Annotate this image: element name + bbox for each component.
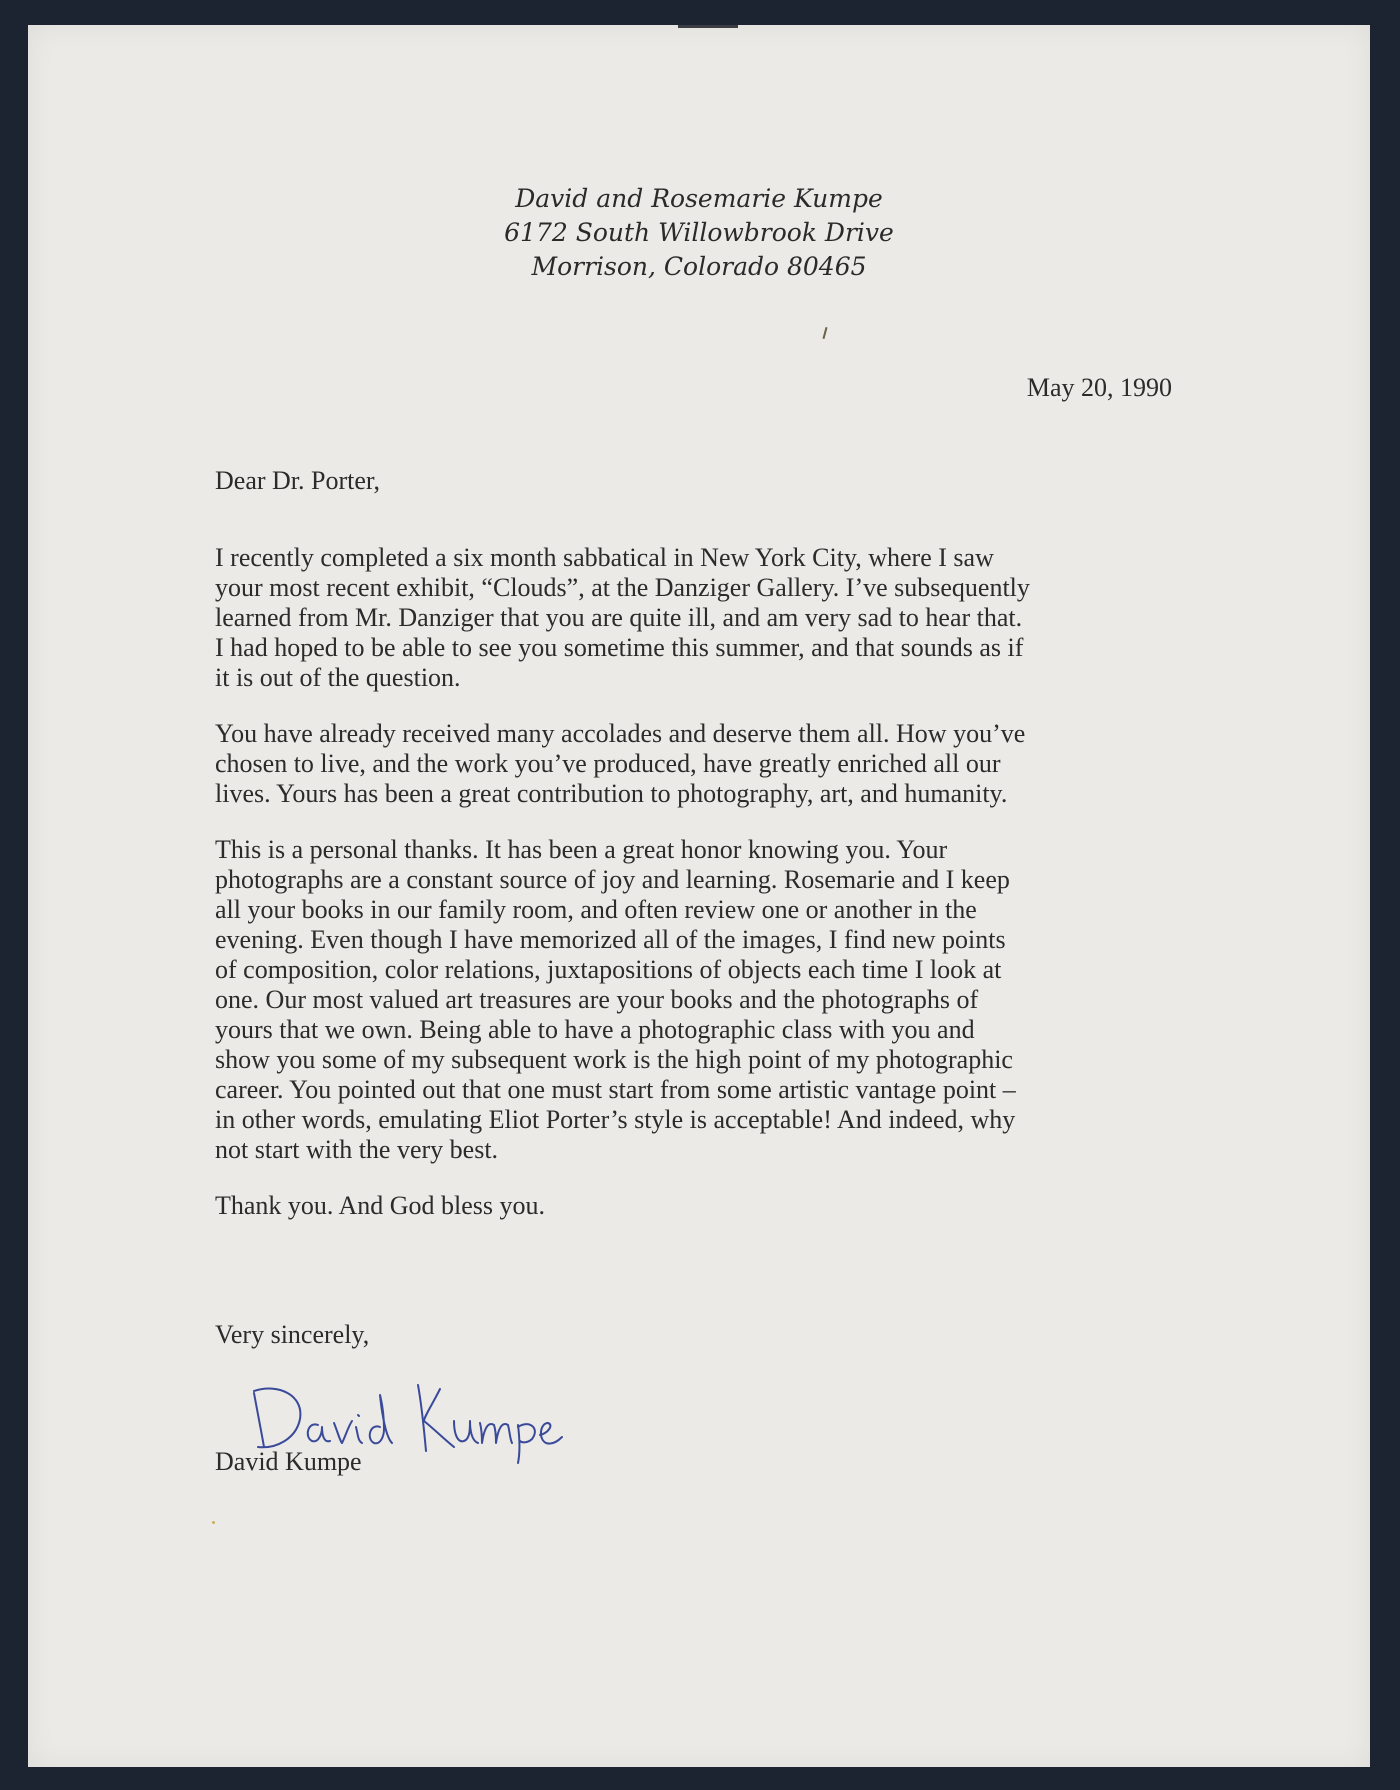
paper-speck (212, 1521, 215, 1524)
letter-page (28, 25, 1370, 1767)
body-line: in other words, emulating Eliot Porter’s style is acceptable! And indeed, why (215, 1105, 1016, 1134)
body-line: You have already received many accolades and deserve them all. How you’ve (215, 719, 1026, 748)
body-line: I recently completed a six month sabbatical in New York City, where I saw (215, 543, 994, 572)
body-line: not start with the very best. (215, 1135, 499, 1164)
body-line: career. You pointed out that one must start from some artistic vantage point – (215, 1075, 1016, 1104)
body-line: it is out of the question. (215, 663, 461, 692)
stray-pen-mark (822, 327, 827, 339)
paragraph-1 (215, 543, 1190, 693)
body-line: I had hoped to be able to see you sometime this summer, and that sounds as if (215, 633, 1024, 662)
body-line: one. Our most valued art treasures are your books and the photographs of (215, 985, 979, 1014)
body-line: chosen to live, and the work you’ve produced, have greatly enriched all our (215, 749, 1001, 778)
body-line: lives. Yours has been a great contribution to photography, art, and humanity. (215, 779, 1008, 808)
page-edge-mark (678, 25, 738, 28)
letter-date: May 20, 1990 (1026, 373, 1172, 402)
letterhead-street: 6172 South Willowbrook Drive (504, 218, 894, 247)
body-line: learned from Mr. Danziger that you are quite ill, and am very sad to hear that. (215, 603, 1023, 632)
paragraph-4 (215, 1191, 1190, 1221)
body-line: your most recent exhibit, “Clouds”, at the Danziger Gallery. I’ve subsequently (215, 573, 1030, 602)
paragraph-3 (215, 835, 1190, 1165)
body-line: yours that we own. Being able to have a photographic class with you and (215, 1015, 975, 1044)
letterhead-names: David and Rosemarie Kumpe (515, 184, 883, 213)
body-line: evening. Even though I have memorized all of the images, I find new points (215, 925, 1006, 954)
letterhead (28, 182, 1370, 284)
body-line: all your books in our family room, and often review one or another in the (215, 895, 977, 924)
letter-body (215, 543, 1190, 1247)
body-line: show you some of my subsequent work is the high point of my photographic (215, 1045, 1013, 1074)
body-line: Thank you. And God bless you. (215, 1191, 546, 1220)
letterhead-city: Morrison, Colorado 80465 (531, 252, 867, 281)
signer-name: David Kumpe (215, 1447, 362, 1476)
salutation: Dear Dr. Porter, (215, 466, 381, 495)
body-line: This is a personal thanks. It has been a great honor knowing you. Your (215, 835, 948, 864)
body-line: photographs are a constant source of joy and learning. Rosemarie and I keep (215, 865, 1010, 894)
body-line: of composition, color relations, juxtapositions of objects each time I look at (215, 955, 1002, 984)
closing: Very sincerely, (215, 1320, 370, 1349)
paragraph-2 (215, 719, 1190, 809)
